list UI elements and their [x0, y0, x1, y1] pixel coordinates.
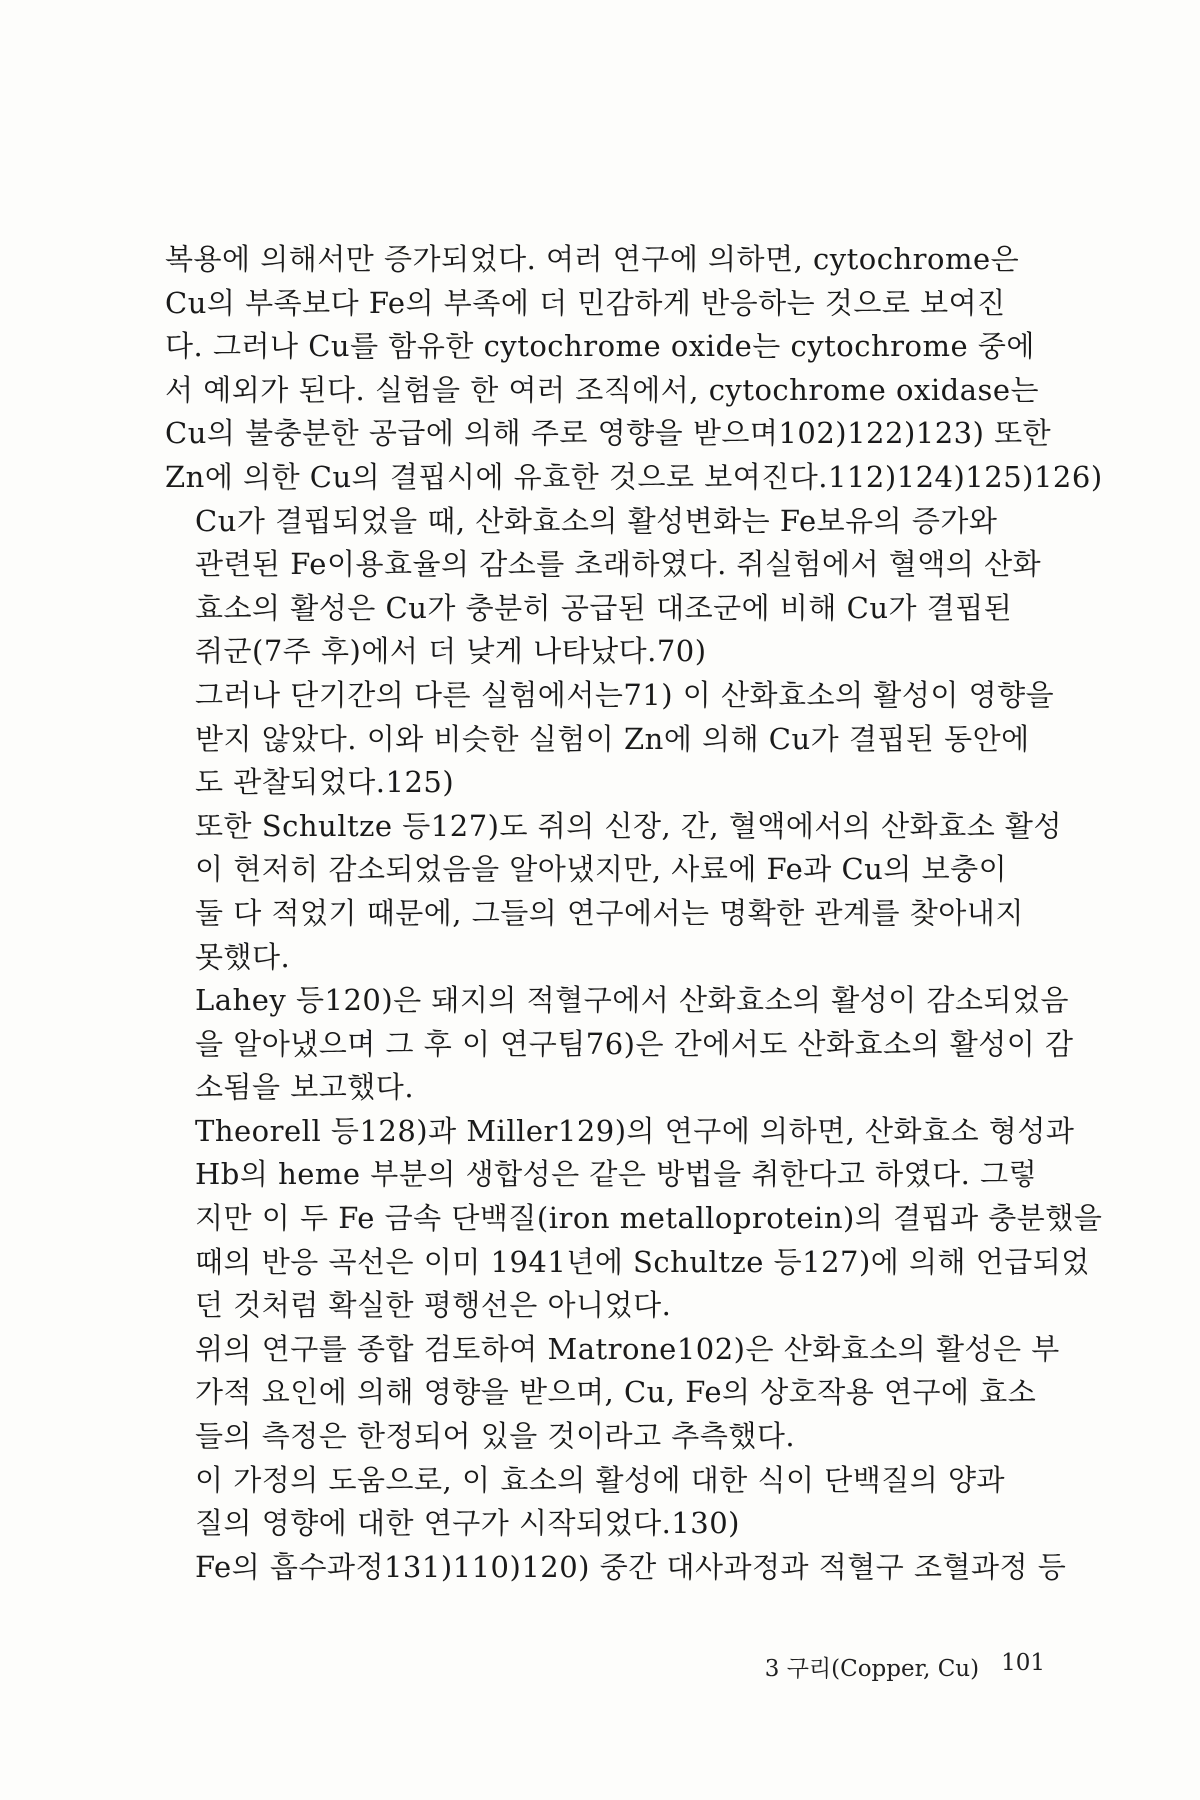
text-line: 위의 연구를 종합 검토하여 Matrone102)은 산화효소의 활성은 부	[195, 1331, 1060, 1366]
page-number: 101	[1001, 1650, 1045, 1676]
paragraph	[165, 1459, 1045, 1546]
text-line: 들의 측정은 한정되어 있을 것이라고 추측했다.	[195, 1419, 796, 1454]
text-line: Zn에 의한 Cu의 결핍시에 유효한 것으로 보여진다.112)124)125)126)	[165, 459, 1103, 494]
text-line: Theorell 등128)과 Miller129)의 연구에 의하면, 산화효소 형성과	[195, 1113, 1075, 1148]
text-line: Cu가 결핍되었을 때, 산화효소의 활성변화는 Fe보유의 증가와	[195, 503, 998, 538]
running-head: 3 구리(Copper, Cu)	[764, 1656, 980, 1682]
text-line: 가적 요인에 의해 영향을 받으며, Cu, Fe의 상호작용 연구에 효소	[195, 1375, 1037, 1410]
paragraph	[165, 1110, 1103, 1328]
text-line: 그러나 단기간의 다른 실험에서는71) 이 산화효소의 활성이 영향을	[195, 677, 1055, 712]
text-line: 못했다.	[195, 939, 291, 974]
text-line: Fe의 흡수과정131)110)120) 중간 대사과정과 적혈구 조혈과정 등	[195, 1549, 1067, 1584]
text-line: 때의 반응 곡선은 이미 1941년에 Schultze 등127)에 의해 언급되었	[195, 1244, 1090, 1279]
paragraph	[165, 1328, 1060, 1459]
paragraph	[165, 674, 1055, 805]
paragraph	[165, 1546, 1067, 1590]
text-line: 받지 않았다. 이와 비슷한 실험이 Zn에 의해 Cu가 결핍된 동안에	[195, 721, 1030, 756]
text-line: 효소의 활성은 Cu가 충분히 공급된 대조군에 비해 Cu가 결핍된	[195, 590, 1013, 625]
text-line: 도 관찰되었다.125)	[195, 765, 455, 800]
text-line: 소됨을 보고했다.	[195, 1070, 415, 1105]
text-line: 서 예외가 된다. 실험을 한 여러 조직에서, cytochrome oxidase는	[165, 372, 1040, 407]
text-line: Cu의 부족보다 Fe의 부족에 더 민감하게 반응하는 것으로 보여진	[165, 285, 1006, 320]
text-line: 또한 Schultze 등127)도 쥐의 신장, 간, 혈액에서의 산화효소 활성	[195, 808, 1062, 843]
paragraph	[165, 500, 1045, 674]
text-line: Lahey 등120)은 돼지의 적혈구에서 산화효소의 활성이 감소되었음	[195, 983, 1070, 1018]
text-line: 질의 영향에 대한 연구가 시작되었다.130)	[195, 1506, 740, 1541]
text-line: 지만 이 두 Fe 금속 단백질(iron metalloprotein)의 결핍과 충분했을	[195, 1201, 1103, 1236]
text-line: 을 알아냈으며 그 후 이 연구팀76)은 간에서도 산화효소의 활성이 감	[195, 1026, 1074, 1061]
text-line: 이 가정의 도움으로, 이 효소의 활성에 대한 식이 단백질의 양과	[195, 1462, 1006, 1497]
text-line: 다. 그러나 Cu를 함유한 cytochrome oxide는 cytochrome 중에	[165, 329, 1035, 364]
text-line: 관련된 Fe이용효율의 감소를 초래하였다. 쥐실험에서 혈액의 산화	[195, 547, 1042, 582]
paragraph	[165, 979, 1074, 1110]
text-line: 던 것처럼 확실한 평행선은 아니었다.	[195, 1288, 672, 1323]
paragraph	[165, 805, 1062, 979]
text-line: Hb의 heme 부분의 생합성은 같은 방법을 취한다고 하였다. 그렇	[195, 1157, 1038, 1192]
text-line: Cu의 불충분한 공급에 의해 주로 영향을 받으며102)122)123) 또한	[165, 416, 1052, 451]
text-line: 쥐군(7주 후)에서 더 낮게 나타났다.70)	[195, 634, 707, 669]
text-line: 복용에 의해서만 증가되었다. 여러 연구에 의하면, cytochrome은	[165, 242, 1020, 276]
text-line: 둘 다 적었기 때문에, 그들의 연구에서는 명확한 관계를 찾아내지	[195, 895, 1024, 930]
paragraph	[165, 238, 1103, 500]
text-line: 이 현저히 감소되었음을 알아냈지만, 사료에 Fe과 Cu의 보충이	[195, 852, 1008, 887]
page-footer	[710, 1650, 1045, 1683]
body-text	[165, 238, 1103, 1589]
